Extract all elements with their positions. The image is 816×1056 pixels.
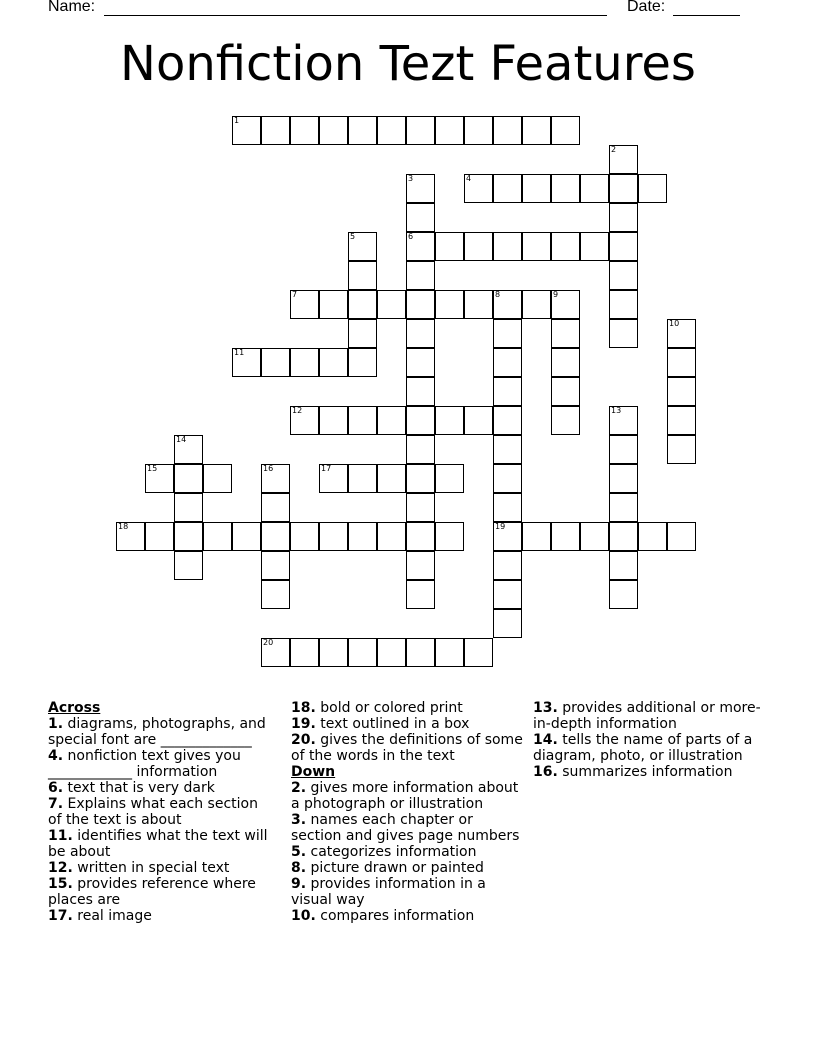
clue-item — [291, 700, 523, 716]
clue-item — [533, 764, 763, 780]
clue-item — [533, 732, 763, 764]
crossword-cell[interactable] — [319, 464, 348, 493]
crossword-cell[interactable] — [406, 580, 435, 609]
crossword-cell[interactable] — [493, 580, 522, 609]
crossword-cell[interactable] — [609, 406, 638, 435]
crossword-cell[interactable] — [435, 290, 464, 319]
crossword-cell[interactable] — [261, 116, 290, 145]
clue-item-number: 5. — [291, 844, 307, 860]
crossword-cell[interactable] — [232, 522, 261, 551]
clue-item — [291, 844, 523, 860]
crossword-cell[interactable] — [348, 348, 377, 377]
crossword-cell[interactable] — [493, 116, 522, 145]
clue-item-text: picture drawn or painted — [306, 860, 484, 876]
crossword-cell[interactable] — [667, 348, 696, 377]
crossword-cell[interactable] — [464, 638, 493, 667]
crossword-cell[interactable] — [609, 435, 638, 464]
clue-item-text: provides information in a visual way — [291, 876, 486, 908]
clue-item-number: 18. — [291, 700, 316, 716]
crossword-cell[interactable] — [464, 116, 493, 145]
clue-number: 13 — [611, 406, 622, 415]
clue-item-text: diagrams, photographs, and special font are _____________ — [48, 716, 266, 748]
crossword-cell[interactable] — [406, 464, 435, 493]
crossword-cell[interactable] — [406, 435, 435, 464]
crossword-cell[interactable] — [435, 522, 464, 551]
clue-number: 6 — [408, 232, 414, 241]
crossword-cell[interactable] — [406, 290, 435, 319]
crossword-cell[interactable] — [406, 377, 435, 406]
clue-item — [291, 780, 523, 812]
crossword-cell[interactable] — [261, 551, 290, 580]
crossword-cell[interactable] — [551, 290, 580, 319]
crossword-cell[interactable] — [667, 377, 696, 406]
clue-number: 11 — [234, 348, 245, 357]
clues-column-middle — [291, 700, 523, 924]
clue-number: 19 — [495, 522, 506, 531]
crossword-cell[interactable] — [551, 319, 580, 348]
crossword-cell[interactable] — [377, 406, 406, 435]
crossword-cell[interactable] — [551, 116, 580, 145]
clue-item-text: tells the name of parts of a diagram, photo, or illustration — [533, 732, 753, 764]
clue-item-number: 12. — [48, 860, 73, 876]
clue-item-text: identifies what the text will be about — [48, 828, 268, 860]
crossword-cell[interactable] — [493, 406, 522, 435]
crossword-cell[interactable] — [609, 580, 638, 609]
crossword-cell[interactable] — [493, 435, 522, 464]
clue-item-text: names each chapter or section and gives page numbers — [291, 812, 520, 844]
clue-number: 17 — [321, 464, 332, 473]
clue-item-number: 19. — [291, 716, 316, 732]
crossword-cell[interactable] — [638, 174, 667, 203]
clue-number: 4 — [466, 174, 472, 183]
crossword-cell[interactable] — [609, 319, 638, 348]
clue-number: 3 — [408, 174, 414, 183]
crossword-cell[interactable] — [348, 464, 377, 493]
clue-item — [291, 876, 523, 908]
clue-number: 9 — [553, 290, 559, 299]
crossword-cell[interactable] — [290, 290, 319, 319]
crossword-cell[interactable] — [609, 232, 638, 261]
crossword-cell[interactable] — [377, 290, 406, 319]
clue-number: 8 — [495, 290, 501, 299]
clue-item-number: 20. — [291, 732, 316, 748]
crossword-cell[interactable] — [435, 406, 464, 435]
crossword-cell[interactable] — [319, 406, 348, 435]
clue-item-text: compares information — [315, 908, 475, 924]
clue-number: 14 — [176, 435, 187, 444]
crossword-cell[interactable] — [522, 522, 551, 551]
crossword-cell[interactable] — [464, 232, 493, 261]
crossword-cell[interactable] — [551, 174, 580, 203]
crossword-cell[interactable] — [638, 522, 667, 551]
crossword-cell[interactable] — [406, 261, 435, 290]
clue-item — [48, 716, 270, 748]
crossword-cell[interactable] — [522, 290, 551, 319]
crossword-cell[interactable] — [406, 406, 435, 435]
clue-number: 7 — [292, 290, 298, 299]
clues-column-right — [533, 700, 763, 780]
crossword-cell[interactable] — [174, 464, 203, 493]
clue-item-text: provides reference where places are — [48, 876, 256, 908]
crossword-cell[interactable] — [551, 377, 580, 406]
crossword-cell[interactable] — [435, 464, 464, 493]
crossword-cell[interactable] — [145, 464, 174, 493]
clue-item — [533, 700, 763, 732]
clue-item — [48, 796, 270, 828]
clue-item-text: provides additional or more-in-depth information — [533, 700, 761, 732]
clue-item — [291, 716, 523, 732]
clue-number: 5 — [350, 232, 356, 241]
crossword-cell[interactable] — [348, 522, 377, 551]
clue-item-text: gives the definitions of some of the words in the text — [291, 732, 523, 764]
crossword-cell[interactable] — [464, 174, 493, 203]
clue-item-text: categorizes information — [306, 844, 477, 860]
crossword-cell[interactable] — [319, 116, 348, 145]
crossword-cell[interactable] — [609, 493, 638, 522]
crossword-cell[interactable] — [522, 232, 551, 261]
crossword-cell[interactable] — [377, 464, 406, 493]
crossword-cell[interactable] — [493, 348, 522, 377]
clue-item-number: 7. — [48, 796, 64, 812]
crossword-cell[interactable] — [609, 261, 638, 290]
crossword-cell[interactable] — [493, 377, 522, 406]
across-heading: Across — [48, 700, 101, 716]
crossword-cell[interactable] — [493, 493, 522, 522]
crossword-cell[interactable] — [261, 464, 290, 493]
clue-item — [48, 780, 270, 796]
clue-item — [48, 908, 270, 924]
crossword-cell[interactable] — [667, 435, 696, 464]
clue-item — [291, 812, 523, 844]
crossword-cell[interactable] — [493, 551, 522, 580]
clue-item-text: text outlined in a box — [315, 716, 470, 732]
crossword-cell[interactable] — [580, 522, 609, 551]
clue-number: 16 — [263, 464, 274, 473]
name-label: Name: — [48, 0, 96, 15]
worksheet-header — [0, 0, 816, 24]
clue-number: 1 — [234, 116, 240, 125]
clue-item — [48, 876, 270, 908]
crossword-cell[interactable] — [493, 522, 522, 551]
crossword-cell[interactable] — [261, 348, 290, 377]
crossword-cell[interactable] — [406, 522, 435, 551]
clue-item-number: 8. — [291, 860, 307, 876]
crossword-cell[interactable] — [174, 435, 203, 464]
crossword-cell[interactable] — [551, 348, 580, 377]
clue-number: 12 — [292, 406, 303, 415]
crossword-cell[interactable] — [551, 232, 580, 261]
clue-item-number: 15. — [48, 876, 73, 892]
crossword-cell[interactable] — [493, 464, 522, 493]
clue-number: 10 — [669, 319, 680, 328]
clue-item — [48, 748, 270, 780]
crossword-cell[interactable] — [348, 406, 377, 435]
clue-item — [48, 828, 270, 860]
crossword-cell[interactable] — [493, 609, 522, 638]
crossword-cell[interactable] — [406, 232, 435, 261]
clue-item — [48, 860, 270, 876]
clue-item-text: text that is very dark — [63, 780, 215, 796]
crossword-cell[interactable] — [319, 522, 348, 551]
clue-item-text: gives more information about a photograph or illustration — [291, 780, 519, 812]
clue-item-text: real image — [72, 908, 152, 924]
clue-item-number: 4. — [48, 748, 64, 764]
clues-column-across — [48, 700, 270, 924]
crossword-cell[interactable] — [290, 116, 319, 145]
crossword-cell[interactable] — [261, 580, 290, 609]
crossword-cell[interactable] — [348, 261, 377, 290]
down-heading: Down — [291, 764, 336, 780]
crossword-cell[interactable] — [406, 203, 435, 232]
crossword-cell[interactable] — [406, 551, 435, 580]
crossword-cell[interactable] — [116, 522, 145, 551]
crossword-cell[interactable] — [609, 174, 638, 203]
clue-item-number: 1. — [48, 716, 64, 732]
crossword-cell[interactable] — [261, 638, 290, 667]
clue-item — [291, 860, 523, 876]
clue-number: 2 — [611, 145, 617, 154]
crossword-cell[interactable] — [290, 348, 319, 377]
crossword-cell[interactable] — [290, 638, 319, 667]
crossword-cell[interactable] — [435, 638, 464, 667]
clue-item-text: written in special text — [72, 860, 230, 876]
crossword-cell[interactable] — [145, 522, 174, 551]
name-field[interactable] — [104, 15, 607, 16]
crossword-cell[interactable] — [580, 174, 609, 203]
crossword-cell[interactable] — [174, 551, 203, 580]
clue-item-number: 13. — [533, 700, 558, 716]
date-field[interactable] — [673, 15, 740, 16]
crossword-cell[interactable] — [174, 522, 203, 551]
crossword-cell[interactable] — [406, 319, 435, 348]
crossword-cell[interactable] — [406, 116, 435, 145]
clue-item-number: 14. — [533, 732, 558, 748]
clue-item-number: 16. — [533, 764, 558, 780]
crossword-cell[interactable] — [348, 116, 377, 145]
crossword-cell[interactable] — [348, 638, 377, 667]
crossword-cell[interactable] — [435, 232, 464, 261]
clue-item-text: nonfiction text gives you ____________ information — [48, 748, 241, 780]
crossword-cell[interactable] — [609, 145, 638, 174]
crossword-cell[interactable] — [667, 319, 696, 348]
crossword-cell[interactable] — [406, 174, 435, 203]
clue-number: 20 — [263, 638, 274, 647]
crossword-cell[interactable] — [493, 290, 522, 319]
crossword-cell[interactable] — [174, 493, 203, 522]
clue-item — [291, 732, 523, 764]
clue-item — [291, 908, 523, 924]
crossword-cell[interactable] — [406, 493, 435, 522]
crossword-cell[interactable] — [290, 522, 319, 551]
crossword-cell[interactable] — [609, 551, 638, 580]
crossword-cell[interactable] — [319, 348, 348, 377]
crossword-cell[interactable] — [522, 116, 551, 145]
crossword-cell[interactable] — [319, 638, 348, 667]
crossword-cell[interactable] — [667, 406, 696, 435]
crossword-cell[interactable] — [435, 116, 464, 145]
crossword-cell[interactable] — [464, 290, 493, 319]
page-title: Nonfiction Tezt Features — [120, 36, 696, 92]
crossword-cell[interactable] — [493, 232, 522, 261]
crossword-cell[interactable] — [377, 638, 406, 667]
crossword-cell[interactable] — [464, 406, 493, 435]
crossword-cell[interactable] — [406, 348, 435, 377]
crossword-cell[interactable] — [406, 638, 435, 667]
crossword-cell[interactable] — [609, 522, 638, 551]
clue-item-number: 17. — [48, 908, 73, 924]
crossword-cell[interactable] — [667, 522, 696, 551]
clue-item-number: 10. — [291, 908, 316, 924]
crossword-cell[interactable] — [348, 319, 377, 348]
crossword-cell[interactable] — [290, 406, 319, 435]
crossword-cell[interactable] — [348, 232, 377, 261]
clue-number: 18 — [118, 522, 129, 531]
crossword-cell[interactable] — [203, 522, 232, 551]
crossword-cell[interactable] — [232, 116, 261, 145]
clue-item-text: Explains what each section of the text is about — [48, 796, 258, 828]
clue-number: 15 — [147, 464, 158, 473]
crossword-cell[interactable] — [493, 319, 522, 348]
crossword-cell[interactable] — [609, 290, 638, 319]
clue-item-text: bold or colored print — [315, 700, 463, 716]
crossword-cell[interactable] — [609, 203, 638, 232]
crossword-cell[interactable] — [377, 522, 406, 551]
clue-item-number: 11. — [48, 828, 73, 844]
clue-item-number: 2. — [291, 780, 307, 796]
clue-item-number: 9. — [291, 876, 307, 892]
crossword-cell[interactable] — [377, 116, 406, 145]
date-label: Date: — [627, 0, 666, 15]
crossword-cell[interactable] — [551, 406, 580, 435]
crossword-cell[interactable] — [319, 290, 348, 319]
crossword-cell[interactable] — [551, 522, 580, 551]
clue-item-text: summarizes information — [557, 764, 733, 780]
crossword-cell[interactable] — [580, 232, 609, 261]
clue-item-number: 6. — [48, 780, 64, 796]
crossword-cell[interactable] — [261, 493, 290, 522]
crossword-cell[interactable] — [232, 348, 261, 377]
crossword-cell[interactable] — [203, 464, 232, 493]
crossword-cell[interactable] — [609, 464, 638, 493]
crossword-cell[interactable] — [493, 174, 522, 203]
crossword-cell[interactable] — [261, 522, 290, 551]
crossword-cell[interactable] — [522, 174, 551, 203]
crossword-cell[interactable] — [348, 290, 377, 319]
clue-item-number: 3. — [291, 812, 307, 828]
